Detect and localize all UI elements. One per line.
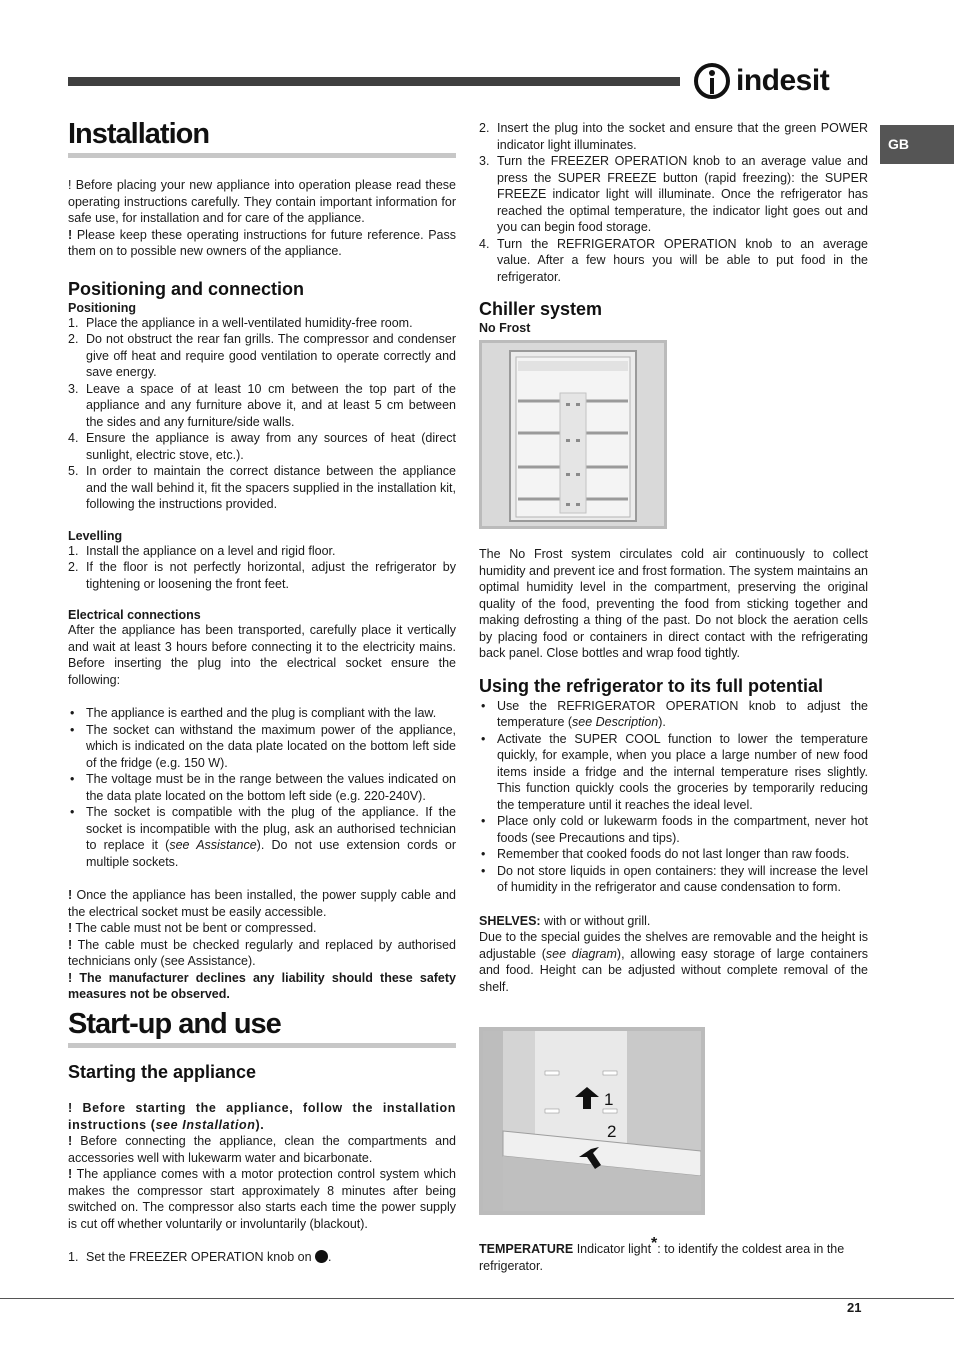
intro-text: ! Before placing your new appliance into operation please read these operating instructions carefully. They contain important information for safe use, for installation and for care of the appliance. ! Please keep these operating instructions for future reference. Pass them on to possible new owners of the appliance. [68,178,456,258]
page-number: 21 [847,1300,862,1315]
shelf-adjust-diagram [479,1027,705,1215]
chiller-heading: Chiller system [479,299,603,319]
list-item: 1. Install the appliance on a level and rigid floor. [68,543,336,558]
positioning-subheading: Positioning [68,300,137,315]
safety-warnings: ! Once the appliance has been installed, the power supply cable and the electrical socket must be easily accessible. ! The cable must not be bent or compressed. ! The cable must be checked regularly and replaced by authorised technicians only (see Assistance). ! The manufacturer declines any liability should these safety measures not be observed. [68,888,456,1001]
startup-steps [68,1249,456,1266]
startup-steps-continued [479,120,868,335]
list-item: • Use the REFRIGERATOR OPERATION knob to adjust the temperature (see Description). [481,698,868,729]
installation-title: Installation [68,118,210,150]
startup-section [68,1008,456,1266]
list-item: 2. If the floor is not perfectly horizontal, adjust the refrigerator by tightening or loosening the front feet. [68,560,456,591]
positioning-list [68,315,456,513]
electrical-intro: After the appliance has been transported, carefully place it vertically and wait at least 3 hours before connecting it to the electricity mains. Before inserting the plug into the electrical socket ensure the following: [68,623,456,687]
list-item: • Activate the SUPER COOL function to lower the temperature quickly, for example, when you place a large number of new food items inside a fridge and the internal temperature rises slightly. This function quickly cools the groceries by temporarily reducing the temperature until it reaches the ideal level. [481,731,868,812]
list-item: • The appliance is earthed and the plug is compliant with the law. [70,706,437,720]
list-item: 1. Set the FREEZER OPERATION knob on . [68,1250,332,1264]
brand-logo [694,58,869,104]
electrical-list [68,705,456,870]
logo-i-icon [694,63,730,99]
list-item: • The voltage must be in the range between the values indicated on the data plate located on the bottom left side (e.g. 220-240V). [70,772,456,803]
list-item: 5. In order to maintain the correct distance between the appliance and the wall behind it, fit the spacers supplied in the installation kit, following the instructions provided. [68,464,456,511]
list-item: 4. Turn the REFRIGERATOR OPERATION knob to an average value. After a few hours you will be able to put food in the refrigerator. [479,236,868,284]
list-item: 1. Place the appliance in a well-ventilated humidity-free room. [68,315,413,330]
installation-section [68,118,456,1003]
temperature-text: TEMPERATURE Indicator light*: to identify the coldest area in the refrigerator. [479,1235,845,1273]
list-item: • Remember that cooked foods do not last longer than raw foods. [481,847,850,861]
list-item: 2. Insert the plug into the socket and ensure that the green POWER indicator light illuminates. [479,121,868,152]
starting-heading: Starting the appliance [68,1062,257,1082]
list-item: 3. Turn the FREEZER OPERATION knob to an average value and press the SUPER FREEZE button (rapid freezing): the SUPER FREEZE indicator light will illuminate. Once the refrigerator has reached the optimal temperature, the indicator light goes out and you can begin food storage. [479,154,868,234]
levelling-list [68,543,456,593]
list-item: • The socket can withstand the maximum power of the appliance, which is indicated on the data plate located on the bottom left side of the fridge (e.g. 150 W). [70,722,456,770]
startup-notes: ! Before starting the appliance, follow the installation instructions (see Installation). ! Before connecting the appliance, clean the compartments and accessories well with lukewarm water and bicarbonate. ! The appliance comes with a motor protection control system which makes the compressor start approximately 8 minutes after being switched on. The compressor also starts each time the power supply is cut off whether voluntarily or involuntarily (blackout). [68,1101,456,1231]
list-item: • The socket is compatible with the plug of the appliance. If the socket is incompatible with the plug, ask an authorised technician to replace it (see Assistance). Do not use extension cords or multiple sockets. [70,805,456,869]
startup-title: Start-up and use [68,1008,281,1040]
chiller-subheading: No Frost [479,321,531,335]
chiller-section [479,546,868,995]
title-underline [68,153,456,158]
levelling-subheading: Levelling [68,528,123,543]
using-list [479,698,868,896]
shelves-text: SHELVES: with or without grill. Due to the special guides the shelves are removable and the height is adjustable (see diagram), allowing easy storage of large containers and food. Height can be adjusted without complete removal of the shelf. [479,913,868,994]
knob-full-icon [315,1250,328,1263]
list-item: 2. Do not obstruct the rear fan grills. The compressor and condenser give off heat and require good ventilation to operate correctly and save energy. [68,332,456,379]
diagram-label-1: 1 [604,1090,614,1109]
language-tab: GB [880,125,954,164]
footer-rule [0,1298,954,1299]
list-item: 3. Leave a space of at least 10 cm between the top part of the appliance and any furniture above it, and at least 5 cm between the sides and any furniture/side walls. [68,381,456,429]
no-frost-interior-image [479,340,667,529]
list-item: • Place only cold or lukewarm foods in the compartment, never hot foods (see Precautions and tips). [481,814,868,845]
list-item: • Do not store liquids in open containers: they will increase the level of humidity in the refrigerator and cause condensation to form. [481,863,868,894]
list-item: 4. Ensure the appliance is away from any sources of heat (direct sunlight, electric stove, etc.). [68,431,456,462]
using-heading: Using the refrigerator to its full potential [479,675,824,696]
diagram-label-2: 2 [607,1122,617,1141]
electrical-subheading: Electrical connections [68,608,201,622]
brand-name: indesit [736,64,830,97]
header-rule [68,77,680,86]
temperature-section [479,1236,868,1274]
title-underline [68,1043,456,1048]
no-frost-description: The No Frost system circulates cold air continuously to collect humidity and prevent ice and frost formation. The system maintains an optimal humidity level in the compartment, preserving the original quality of the food, preventing the food from sticking together and making defrosting a thing of the past. Do not block the aeration cells by placing food or containers in direct contact with the refrigerating back panel. Close bottles and wrap food tightly. [479,547,868,660]
positioning-heading: Positioning and connection [68,278,304,299]
